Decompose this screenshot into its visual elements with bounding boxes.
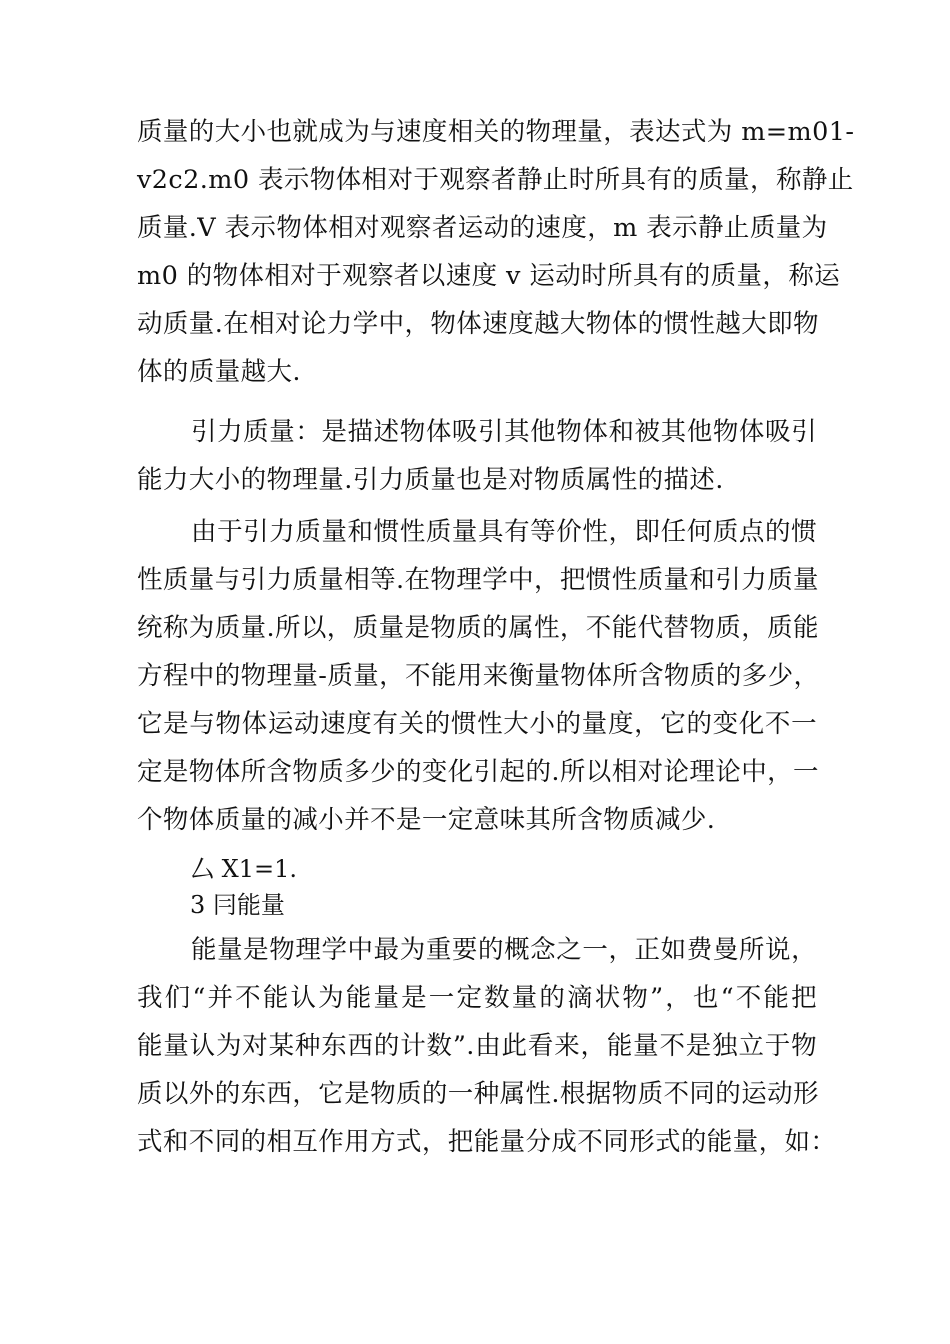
- text-line: 能量是物理学中最为重要的概念之一，正如费曼所说，: [191, 935, 817, 965]
- section-heading-energy: [190, 886, 285, 924]
- section-heading-text: 3 冃能量: [190, 891, 285, 919]
- text-line: m0 的物体相对于观察者以速度 v 运动时所具有的质量，称运: [137, 261, 841, 291]
- text-line: v2c2.m0 表示物体相对于观察者静止时所具有的质量，称静止: [137, 165, 854, 195]
- text-line: 性质量与引力质量相等.在物理学中，把惯性质量和引力质量: [137, 565, 819, 595]
- text-line: 它是与物体运动速度有关的惯性大小的量度，它的变化不一: [137, 709, 817, 739]
- text-line: 式和不同的相互作用方式，把能量分成不同形式的能量，如：: [137, 1127, 837, 1157]
- text-line: 引力质量：是描述物体吸引其他物体和被其他物体吸引: [191, 417, 817, 447]
- text-line: 我们“并不能认为能量是一定数量的滴状物”，也“不能把: [137, 983, 817, 1013]
- text-line: 由于引力质量和惯性质量具有等价性，即任何质点的惯: [191, 517, 817, 547]
- section-marker: [190, 850, 297, 888]
- paragraph-relativistic-mass: [137, 108, 855, 396]
- text-line: 质量.V 表示物体相对观察者运动的速度，m 表示静止质量为: [137, 213, 828, 243]
- paragraph-energy: [137, 926, 837, 1166]
- section-marker-text: 厶 X1=1.: [190, 855, 297, 883]
- text-line: 能量认为对某种东西的计数”.由此看来，能量不是独立于物: [137, 1031, 817, 1061]
- text-line: 个物体质量的减小并不是一定意味其所含物质减少.: [137, 805, 716, 835]
- text-line: 能力大小的物理量.引力质量也是对物质属性的描述.: [137, 465, 724, 495]
- text-line: 体的质量越大.: [137, 357, 301, 387]
- paragraph-gravitational-mass: [137, 408, 817, 504]
- text-line: 定是物体所含物质多少的变化引起的.所以相对论理论中，一: [137, 757, 819, 787]
- paragraph-mass-equivalence: [137, 508, 820, 844]
- text-line: 方程中的物理量-质量，不能用来衡量物体所含物质的多少，: [137, 661, 820, 691]
- text-line: 动质量.在相对论力学中，物体速度越大物体的惯性越大即物: [137, 309, 819, 339]
- text-line: 质以外的东西，它是物质的一种属性.根据物质不同的运动形: [137, 1079, 819, 1109]
- text-line: 统称为质量.所以，质量是物质的属性，不能代替物质，质能: [137, 613, 819, 643]
- text-line: 质量的大小也就成为与速度相关的物理量，表达式为 m=m01-: [137, 117, 855, 147]
